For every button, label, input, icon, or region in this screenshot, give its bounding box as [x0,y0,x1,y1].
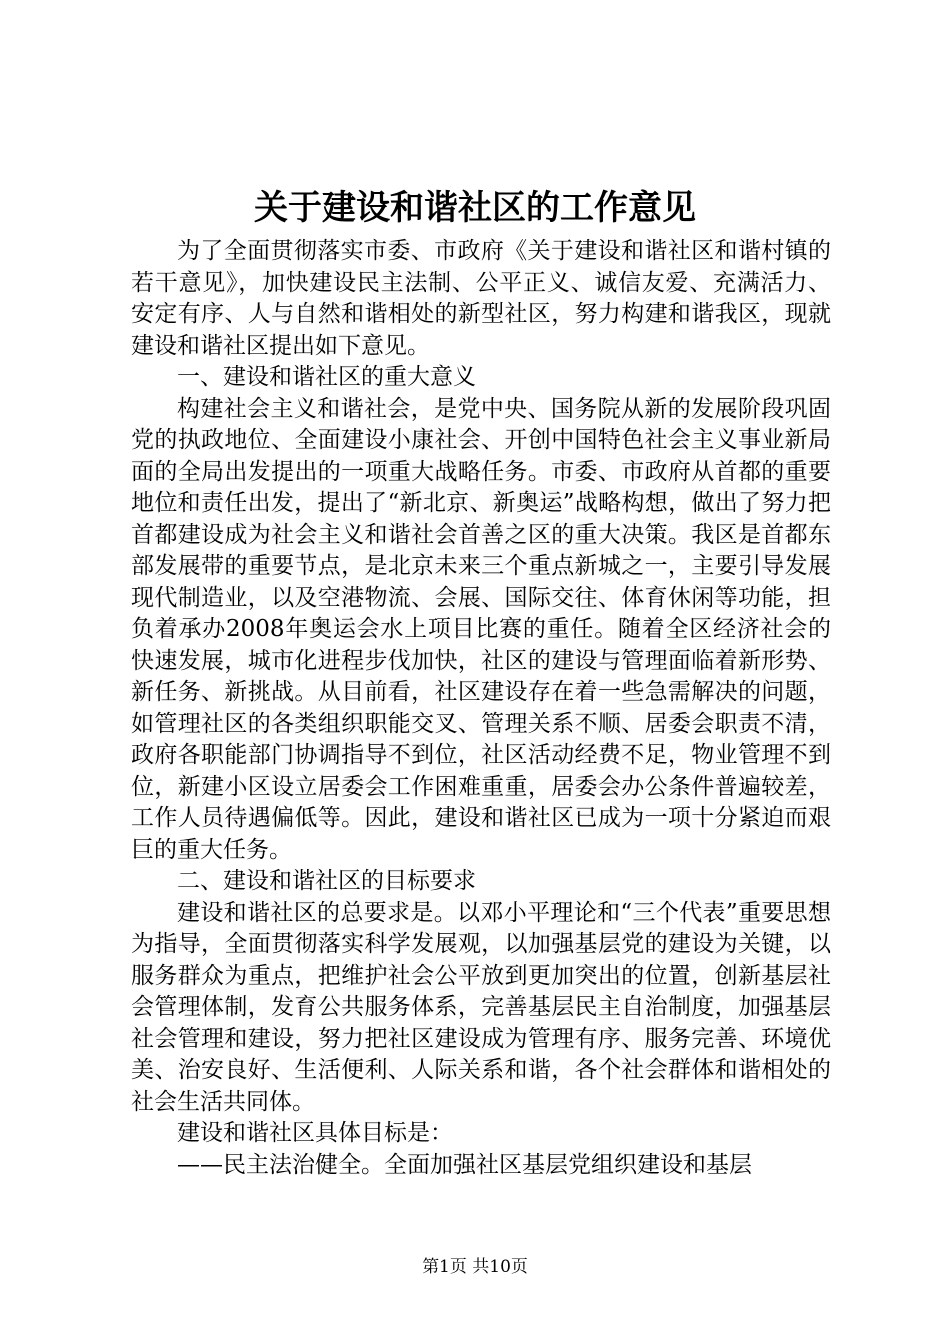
document-title: 关于建设和谐社区的工作意见 [254,188,696,228]
section-1-paragraph: 构建社会主义和谐社会，是党中央、国务院从新的发展阶段巩固党的执政地位、全面建设小康社会、开创中国特色社会主义事业新局面的全局出发提出的一项重大战略任务。市委、市政府从首都的重要地位和责任出发，提出了“新北京、新奥运”战略构想，做出了努力把首都建设成为社会主义和谐社会首善之区的重大决策。我区是首都东部发展带的重要节点，是北京未来三个重点新城之一，主要引导发展现代制造业，以及空港物流、会展、国际交往、体育休闲等功能，担负着承办2008年奥运会水上项目比赛的重任。随着全区经济社会的快速发展，城市化进程步伐加快，社区的建设与管理面临着新形势、新任务、新挑战。从目前看，社区建设存在着一些急需解决的问题，如管理社区的各类组织职能交叉、管理关系不顺、居委会职责不清，政府各职能部门协调指导不到位，社区活动经费不足，物业管理不到位，新建小区设立居委会工作困难重重，居委会办公条件普遍较差，工作人员待遇偏低等。因此，建设和谐社区已成为一项十分紧迫而艰巨的重大任务。 [131,395,831,863]
section-2-paragraph: 建设和谐社区的总要求是。以邓小平理论和“三个代表”重要思想为指导，全面贯彻落实科学发展观，以加强基层党的建设为关键，以服务群众为重点，把维护社会公平放到更加突出的位置，创新基层社会管理体制，发育公共服务体系，完善基层民主自治制度，加强基层社会管理和建设，努力把社区建设成为管理有序、服务完善、环境优美、治安良好、生活便利、人际关系和谐，各个社会群体和谐相处的社会生活共同体。 [131,899,831,1115]
goal-item-paragraph: ——民主法治健全。全面加强社区基层党组织建设和基层 [177,1151,752,1178]
section-heading-2: 二、建设和谐社区的目标要求 [177,868,476,894]
page-number-footer: 第1页 共10页 [422,1257,528,1277]
document-body [131,236,831,1181]
section-heading-1: 一、建设和谐社区的重大意义 [177,364,476,390]
intro-paragraph: 为了全面贯彻落实市委、市政府《关于建设和谐社区和谐村镇的若干意见》，加快建设民主法制、公平正义、诚信友爱、充满活力、安定有序、人与自然和谐相处的新型社区，努力构建和谐我区，现就建设和谐社区提出如下意见。 [131,238,831,359]
goals-intro-paragraph: 建设和谐社区具体目标是： [177,1120,453,1146]
